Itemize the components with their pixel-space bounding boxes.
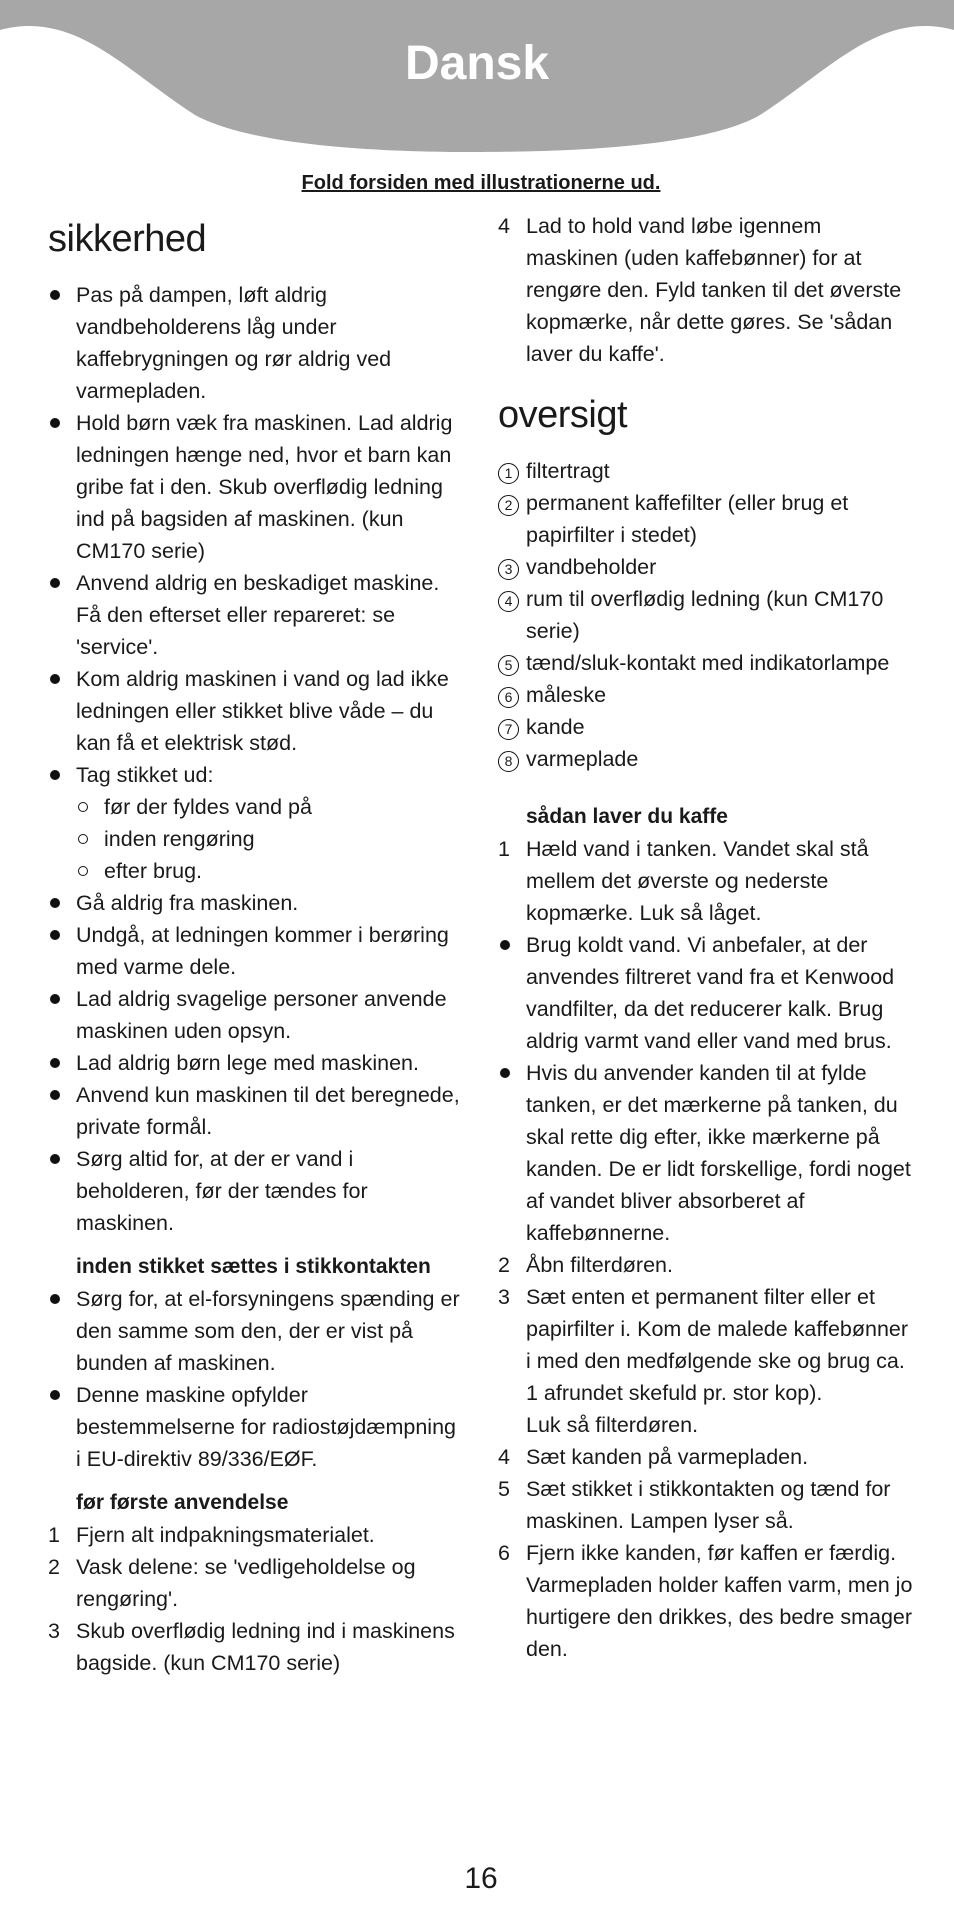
- page-number: 16: [464, 1862, 498, 1895]
- plug-bullet: Denne maskine opfylder bestemmelserne for radiostøjdæmpning i EU-direktiv 89/336/EØF.: [76, 1383, 456, 1471]
- safety-bullet: Lad aldrig svagelige personer anvende maskinen uden opsyn.: [76, 987, 447, 1043]
- overview-heading: oversigt: [498, 394, 628, 436]
- safety-bullet: Lad aldrig børn lege med maskinen.: [76, 1051, 419, 1075]
- unplug-subitem: inden rengøring: [104, 827, 255, 851]
- safety-bullet: Anvend kun maskinen til det beregnede, private formål.: [76, 1083, 460, 1139]
- coffee-heading: sådan laver du kaffe: [526, 805, 728, 828]
- safety-bullet: Undgå, at ledningen kommer i berøring med varme dele.: [76, 923, 449, 979]
- coffee-step: 3 Sæt enten et permanent filter eller et papirfilter i. Kom de malede kaffebønner i med den medfølgende ske og brug ca. 1 afrundet skefuld pr. stor kop). Luk så filterdøren.: [498, 1285, 909, 1437]
- language-title: Dansk: [404, 37, 550, 90]
- coffee-step: 4 Sæt kanden på varmepladen.: [498, 1445, 809, 1469]
- first-use-step: 1 Fjern alt indpakningsmaterialet.: [48, 1523, 375, 1547]
- overview-item: 1 filtertragt: [498, 455, 918, 487]
- coffee-step: 6 Fjern ikke kanden, før kaffen er færdig. Varmepladen holder kaffen varm, men jo hurtigere den drikkes, des bedre smager den.: [498, 1541, 913, 1661]
- left-column: [48, 210, 463, 1679]
- first-use-heading: før første anvendelse: [76, 1491, 289, 1514]
- coffee-step: 5 Sæt stikket i stikkontakten og tænd for maskinen. Lampen lyser så.: [498, 1477, 891, 1533]
- safety-bullet: Sørg altid for, at der er vand i beholderen, før der tændes for maskinen.: [76, 1147, 368, 1235]
- first-use-step: 2 Vask delene: se 'vedligeholdelse og rengøring'.: [48, 1555, 416, 1611]
- safety-bullet: Hold børn væk fra maskinen. Lad aldrig ledningen hænge ned, hvor et barn kan gribe fat i den. Skub overflødig ledning ind på bagsiden af maskinen. (kun CM170 serie): [76, 411, 453, 563]
- safety-bullet: Tag stikket ud:: [76, 763, 214, 787]
- overview-item: 2 permanent kaffefilter (eller brug et papirfilter i stedet): [498, 487, 918, 551]
- overview-item: 6 måleske: [498, 679, 918, 711]
- first-use-step: 4 Lad to hold vand løbe igennem maskinen (uden kaffebønner) for at rengøre den. Fyld tanken til det øverste kopmærke, når dette gøres. Se 'sådan laver du kaffe'.: [498, 214, 902, 366]
- plug-heading: inden stikket sættes i stikkontakten: [76, 1255, 431, 1278]
- overview-item: 7 kande: [498, 711, 918, 743]
- coffee-step: 1 Hæld vand i tanken. Vandet skal stå mellem det øverste og nederste kopmærke. Luk så låget.: [498, 837, 869, 925]
- unplug-subitem: efter brug.: [104, 859, 202, 883]
- safety-bullet: Anvend aldrig en beskadiget maskine. Få den efterset eller repareret: se 'service'.: [76, 571, 440, 659]
- overview-item: 3 vandbeholder: [498, 551, 918, 583]
- fold-instruction: Fold forsiden med illustrationerne ud.: [301, 172, 661, 194]
- safety-bullet: Kom aldrig maskinen i vand og lad ikke ledningen eller stikket blive våde – du kan få et elektrisk stød.: [76, 667, 449, 755]
- overview-item: 4 rum til overflødig ledning (kun CM170 serie): [498, 583, 918, 647]
- overview-item: 8 varmeplade: [498, 743, 918, 775]
- right-column: [498, 210, 918, 1665]
- coffee-step-extra: Luk så filterdøren.: [526, 1413, 699, 1437]
- unplug-subitem: før der fyldes vand på: [104, 795, 312, 819]
- safety-heading: sikkerhed: [48, 218, 207, 260]
- overview-item: 5 tænd/sluk-kontakt med indikatorlampe: [498, 647, 918, 679]
- safety-bullet: Pas på dampen, løft aldrig vandbeholderens låg under kaffebrygningen og rør aldrig ved varmepladen.: [76, 283, 392, 403]
- coffee-step: 2 Åbn filterdøren.: [498, 1253, 673, 1277]
- coffee-bullet: Hvis du anvender kanden til at fylde tanken, er det mærkerne på tanken, du skal rette dig efter, ikke mærkerne på kanden. De er lidt forskellige, fordi noget af vandet bliver absorberet af kaffebønnerne.: [526, 1061, 911, 1245]
- coffee-bullet: Brug koldt vand. Vi anbefaler, at der anvendes filtreret vand fra et Kenwood vandfilter, da det reducerer kalk. Brug aldrig varmt vand eller vand med brus.: [526, 933, 895, 1053]
- plug-bullet: Sørg for, at el-forsyningens spænding er den samme som den, der er vist på bunden af maskinen.: [76, 1287, 460, 1375]
- safety-bullet: Gå aldrig fra maskinen.: [76, 891, 299, 915]
- first-use-step: 3 Skub overflødig ledning ind i maskinens bagside. (kun CM170 serie): [48, 1619, 455, 1675]
